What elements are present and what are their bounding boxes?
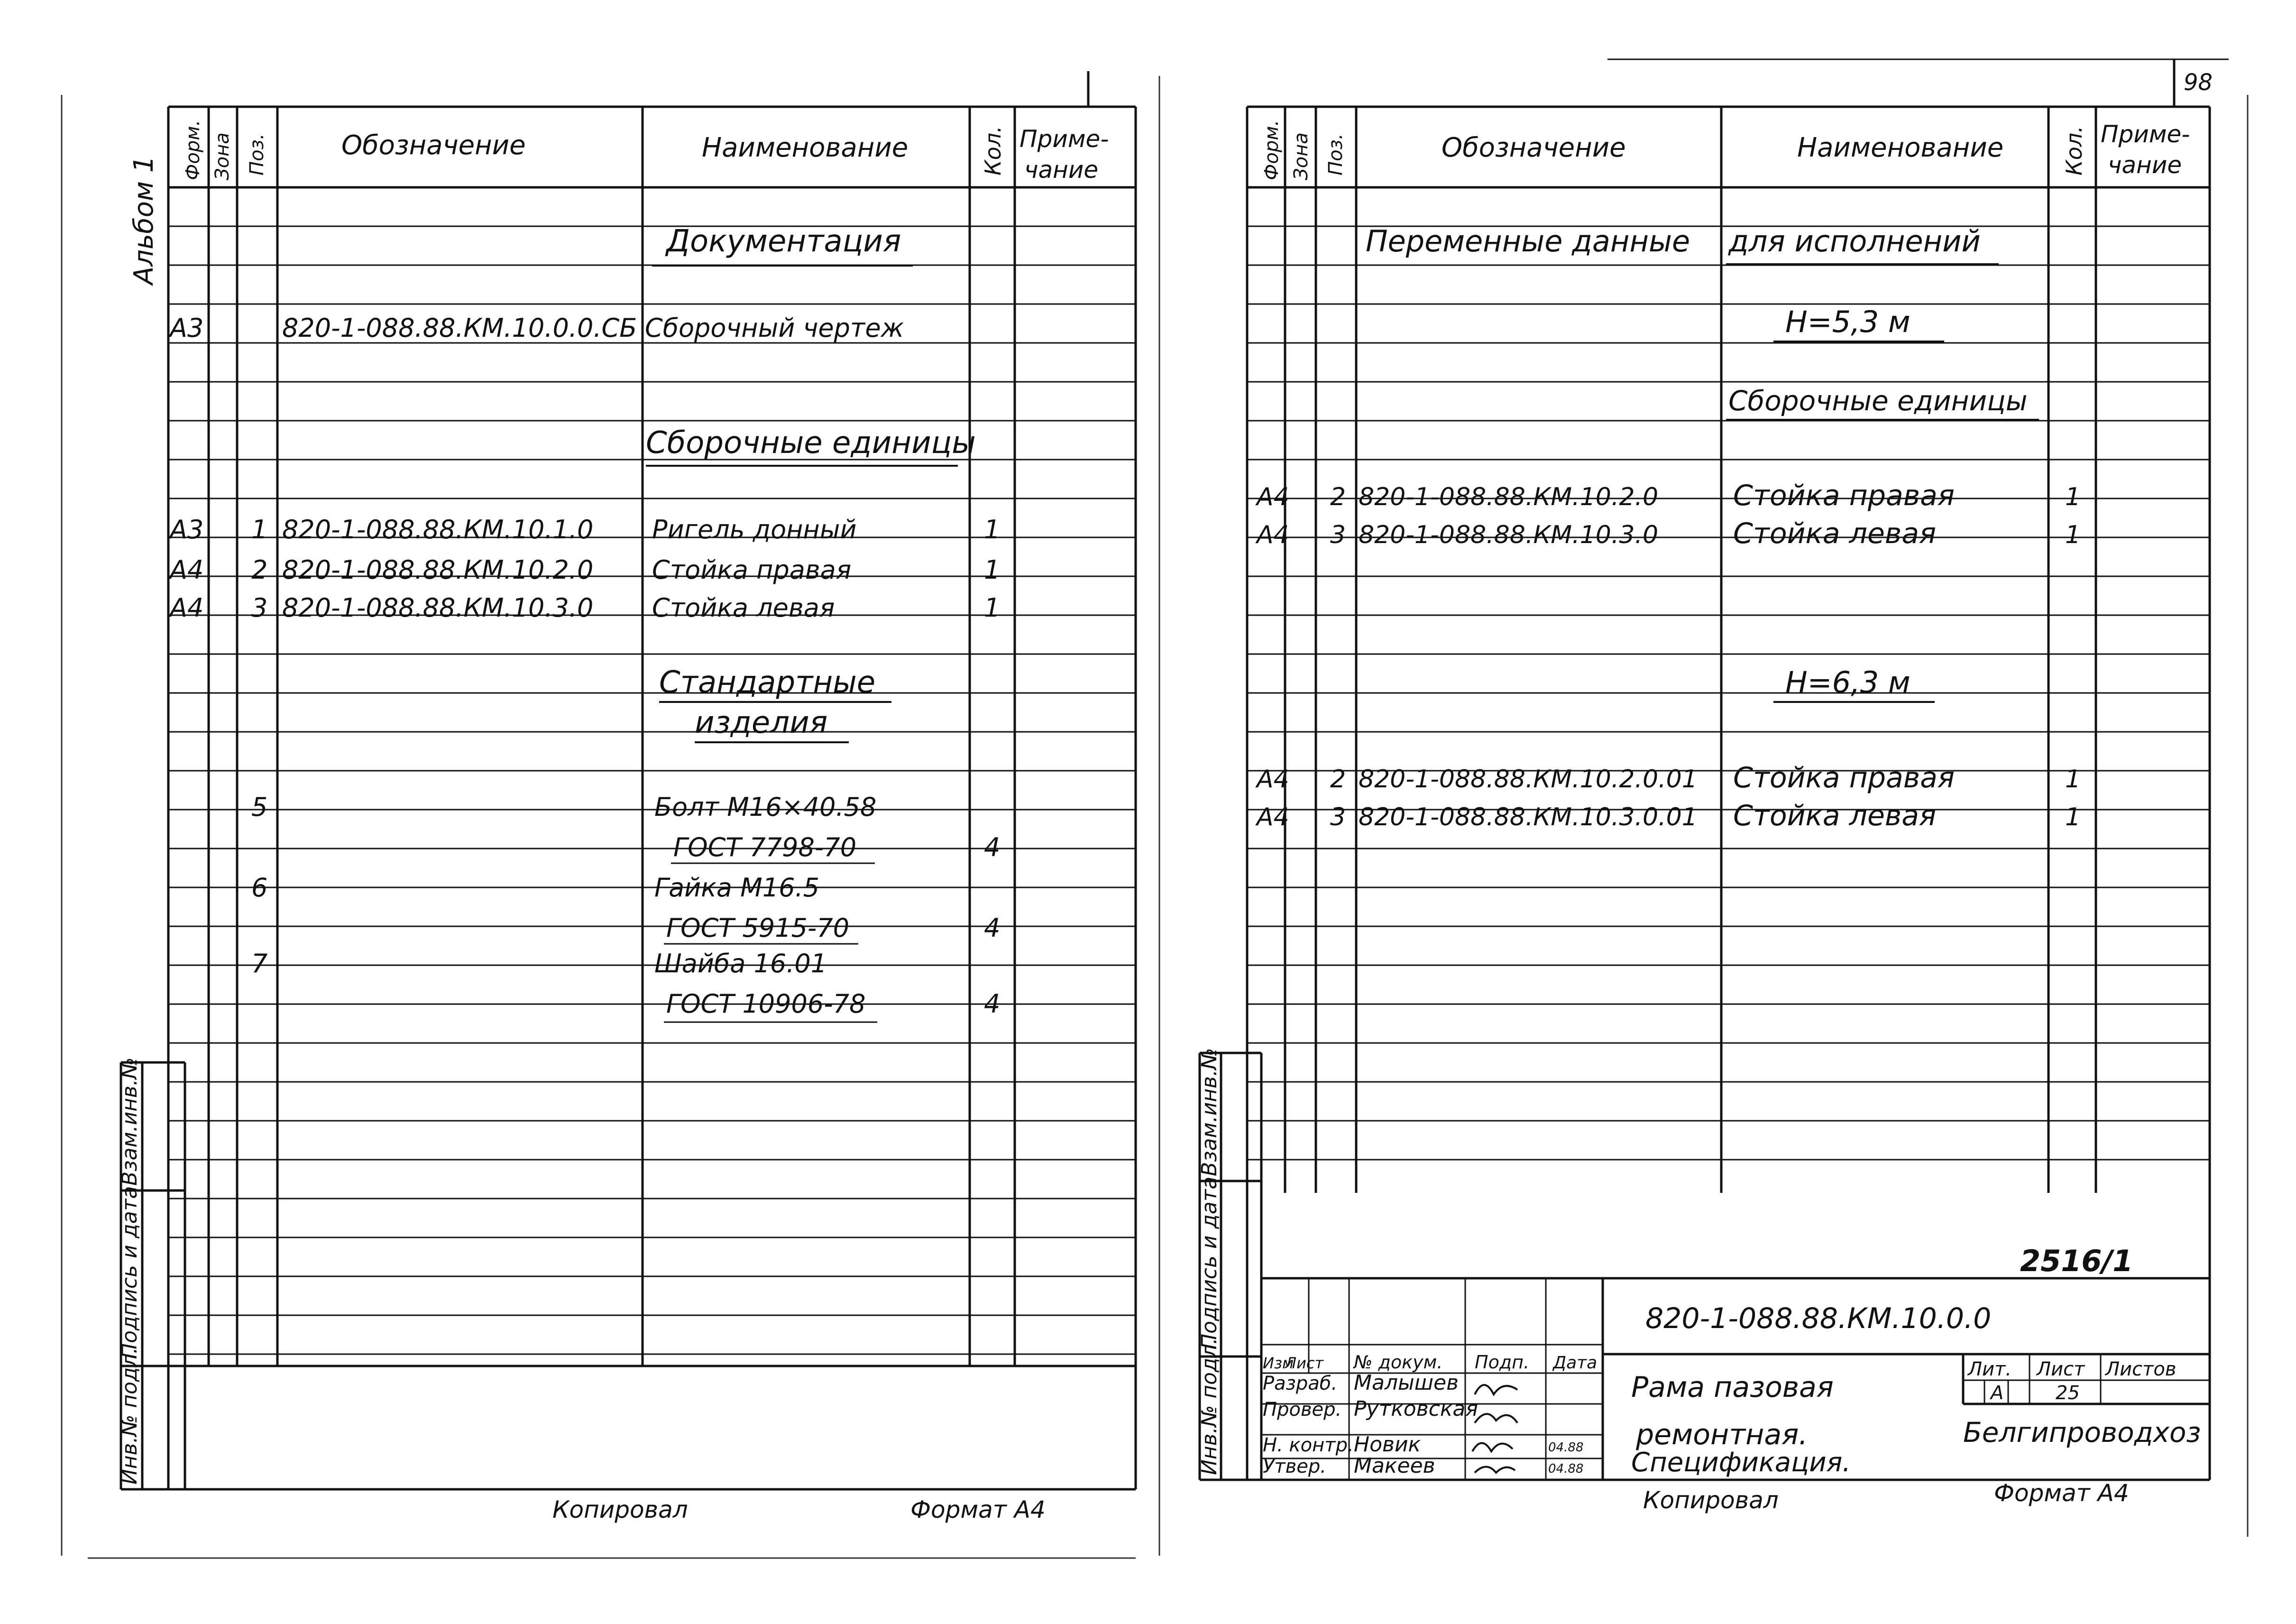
name-cell: Сборочный чертеж	[645, 313, 904, 343]
tb-roles	[1263, 1371, 1583, 1478]
quantity-cell: 1	[984, 593, 1001, 623]
format-cell: А4	[170, 555, 204, 585]
r-header-designation: Обозначение	[1442, 132, 1626, 163]
height-6-3: Н=6,3 м	[1785, 665, 1910, 700]
name-cell: Болт М16×40.58	[654, 792, 877, 822]
quantity-cell: 1	[2065, 521, 2081, 549]
right-rows-h2	[1255, 761, 2081, 832]
signature-4	[1475, 1467, 1515, 1473]
name-cell: Стойка левая	[652, 593, 835, 623]
name-cell: ГОСТ 5915-70	[666, 913, 850, 943]
left-side-labels	[118, 1057, 142, 1485]
name-cell: Стойка левая	[1733, 799, 1937, 832]
quantity-cell: 4	[984, 913, 1001, 943]
name-cell: Стойка правая	[1733, 761, 1955, 794]
tb-header-date: Дата	[1553, 1353, 1598, 1373]
sheet-label: Лист	[2037, 1358, 2085, 1380]
r-side-label-podpis-data: Подпись и дата	[1197, 1176, 1221, 1349]
tb-header-doc: № докум.	[1354, 1352, 1443, 1373]
role-label: Утвер.	[1263, 1456, 1326, 1477]
name-cell: Ригель донный	[652, 515, 857, 544]
assembly-units-title: Сборочные единицы	[1728, 385, 2028, 417]
role-date: 04.88	[1548, 1440, 1584, 1455]
designation-cell: 820-1-088.88.КМ.10.1.0	[282, 515, 594, 544]
right-rows-h1	[1255, 479, 2081, 550]
name-cell: Шайба 16.01	[654, 949, 827, 978]
header-note-2: чание	[1024, 156, 1099, 184]
format-cell: А4	[170, 593, 204, 623]
r-side-label-inv-podl: Инв.№ подл.	[1197, 1338, 1221, 1475]
header-note-1: Приме-	[1019, 125, 1109, 153]
right-side-labels	[1197, 1048, 1221, 1475]
designation-cell: 820-1-088.88.КМ.10.2.0	[282, 555, 594, 585]
document-code: 820-1-088.88.КМ.10.0.0	[1645, 1302, 1992, 1335]
position-cell: 7	[251, 949, 268, 978]
quantity-cell: 4	[984, 989, 1001, 1019]
header-pos: Поз.	[246, 133, 268, 175]
left-footer-copied: Копировал	[552, 1496, 688, 1523]
r-header-name: Наименование	[1797, 132, 2004, 163]
position-cell: 6	[251, 873, 268, 903]
sheet-value: 25	[2056, 1382, 2080, 1404]
designation-cell: 820-1-088.88.КМ.10.3.0.01	[1359, 803, 1698, 831]
r-header-pos: Поз.	[1325, 133, 1347, 175]
tb-header-list: Лист	[1285, 1354, 1324, 1372]
role-person: Рутковская	[1354, 1397, 1478, 1421]
position-cell: 3	[251, 593, 268, 623]
name-cell: Стойка правая	[1733, 479, 1955, 512]
position-cell: 1	[251, 515, 268, 544]
quantity-cell: 1	[984, 515, 1001, 544]
name-cell: Гайка М16.5	[654, 873, 819, 903]
name-cell: Стойка правая	[652, 555, 852, 585]
role-label: Провер.	[1263, 1399, 1342, 1421]
tb-header-sign: Подп.	[1475, 1352, 1530, 1373]
position-cell: 3	[1330, 803, 1346, 831]
designation-cell: 820-1-088.88.КМ.10.2.0.01	[1359, 765, 1698, 794]
page-number: 98	[2184, 69, 2213, 96]
position-cell: 2	[1330, 483, 1346, 511]
role-person: Новик	[1354, 1432, 1421, 1457]
right-footer-format: Формат А4	[1994, 1479, 2129, 1507]
header-qty: Кол.	[980, 126, 1006, 175]
quantity-cell: 1	[984, 555, 1001, 585]
quantity-cell: 4	[984, 832, 1001, 862]
r-header-qty: Кол.	[2061, 126, 2087, 175]
quantity-cell: 1	[2065, 483, 2081, 511]
header-zone: Зона	[211, 132, 233, 180]
variable-data-title: Переменные данные	[1366, 224, 1690, 258]
tb-header-izm: Изм	[1263, 1354, 1294, 1372]
handwritten-number: 2516/1	[2020, 1244, 2133, 1278]
right-header	[1261, 120, 2190, 180]
format-cell: А3	[170, 515, 204, 544]
r-header-note-2: чание	[2108, 151, 2182, 179]
header-designation: Обозначение	[341, 130, 526, 161]
right-footer-copied: Копировал	[1643, 1486, 1779, 1514]
position-cell: 2	[1330, 765, 1346, 794]
album-label: Альбом 1	[129, 156, 159, 285]
designation-cell: 820-1-088.88.КМ.10.0.0.СБ	[282, 313, 637, 343]
name-cell: Сборочные единицы	[646, 425, 976, 461]
signature-1	[1475, 1385, 1517, 1394]
position-cell: 3	[1330, 521, 1346, 549]
name-cell: Стандартные	[659, 665, 876, 700]
title-line-2: ремонтная.	[1636, 1418, 1808, 1451]
format-cell: А4	[1257, 521, 1289, 549]
height-5-3: Н=5,3 м	[1785, 304, 1910, 339]
designation-cell: 820-1-088.88.КМ.10.2.0	[1359, 483, 1659, 511]
signature-3	[1472, 1443, 1513, 1452]
title-line-3: Спецификация.	[1631, 1447, 1851, 1478]
quantity-cell: 1	[2065, 803, 2081, 831]
title-line-1: Рама пазовая	[1631, 1371, 1834, 1404]
role-label: Разраб.	[1263, 1373, 1338, 1394]
position-cell: 2	[251, 555, 268, 585]
sheets-label: Листов	[2105, 1358, 2177, 1380]
lit-value: А	[1991, 1382, 2004, 1404]
header-name: Наименование	[702, 132, 909, 163]
right-spec-content	[1366, 224, 2028, 700]
quantity-cell: 1	[2065, 765, 2081, 794]
r-header-note-1: Приме-	[2101, 120, 2190, 148]
position-cell: 5	[251, 792, 268, 822]
format-cell: А3	[170, 313, 204, 343]
role-person: Макеев	[1354, 1454, 1435, 1478]
side-label-vzam-inv: Взам.инв.№	[118, 1057, 142, 1186]
left-row-lines	[168, 187, 1136, 1354]
designation-cell: 820-1-088.88.КМ.10.3.0	[1359, 521, 1659, 549]
left-sheet	[121, 71, 1136, 1489]
organization: Белгипроводхоз	[1963, 1416, 2201, 1449]
r-side-label-vzam-inv: Взам.инв.№	[1197, 1048, 1221, 1176]
side-label-podpis-data: Подпись и дата	[118, 1186, 142, 1359]
format-cell: А4	[1257, 803, 1289, 831]
name-cell: ГОСТ 7798-70	[673, 832, 857, 862]
name-cell: изделия	[695, 705, 828, 740]
name-cell: ГОСТ 10906-78	[666, 989, 866, 1019]
right-row-lines	[1247, 187, 2210, 1160]
designation-cell: 820-1-088.88.КМ.10.3.0	[282, 593, 594, 623]
signature-2	[1475, 1414, 1517, 1423]
left-footer-format: Формат А4	[910, 1496, 1046, 1523]
role-label: Н. контр.	[1263, 1434, 1354, 1456]
r-header-zone: Зона	[1290, 132, 1312, 180]
format-cell: А4	[1257, 483, 1289, 511]
format-cell: А4	[1257, 765, 1289, 794]
name-cell: Документация	[666, 224, 901, 259]
r-header-format: Форм.	[1261, 120, 1283, 180]
variable-data-title-2: для исполнений	[1728, 224, 1981, 258]
role-date: 04.88	[1548, 1462, 1584, 1476]
lit-label: Лит.	[1968, 1358, 2012, 1380]
side-label-inv-podl: Инв.№ подл.	[118, 1347, 142, 1485]
name-cell: Стойка левая	[1733, 517, 1937, 550]
role-person: Малышев	[1354, 1371, 1459, 1395]
header-format: Форм.	[182, 120, 204, 180]
